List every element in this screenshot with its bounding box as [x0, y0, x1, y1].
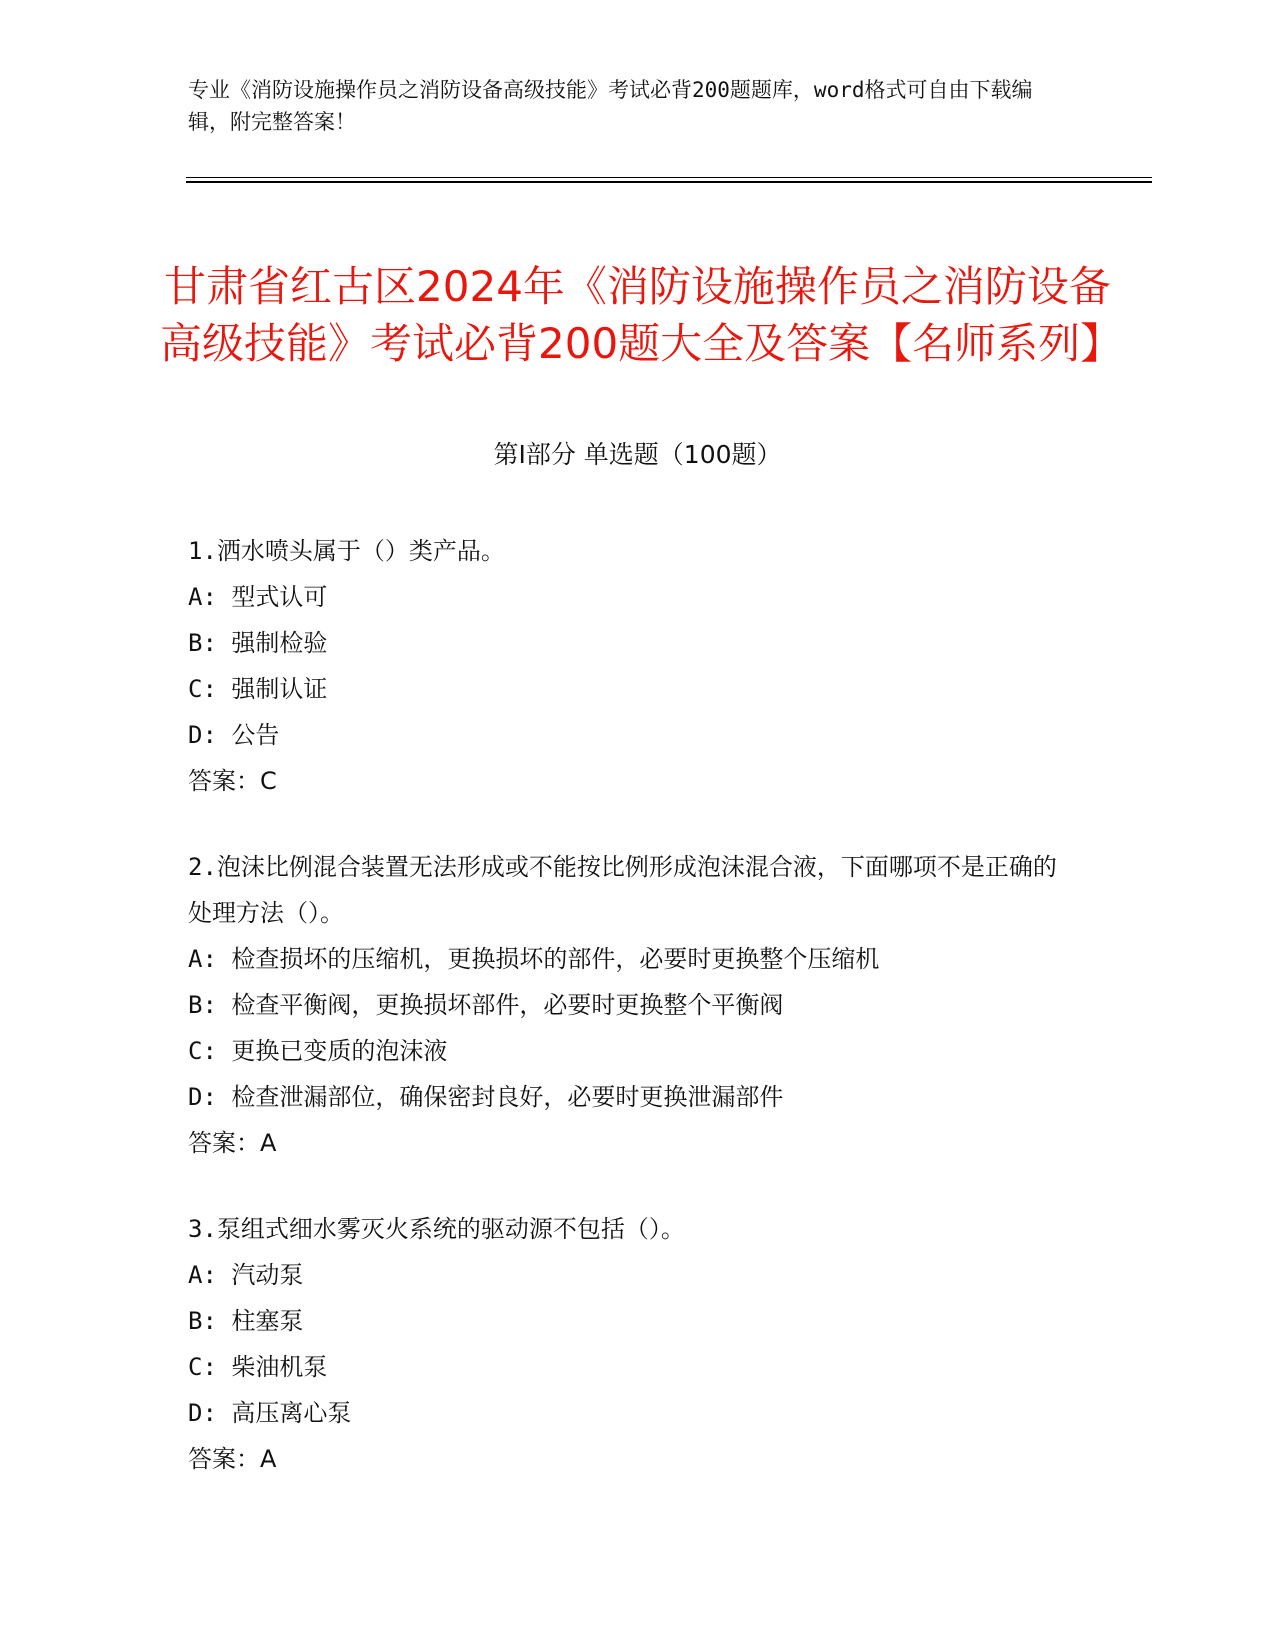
section-heading: 第I部分 单选题（100题） — [493, 440, 782, 469]
answer-line: 答案：A — [188, 1129, 277, 1157]
option-b: B: 检查平衡阀，更换损坏部件，必要时更换整个平衡阀 — [188, 991, 784, 1019]
question-stem: 2.泡沫比例混合装置无法形成或不能按比例形成泡沫混合液，下面哪项不是正确的处理方法（）。 — [188, 853, 1057, 927]
option-d: D: 公告 — [188, 721, 280, 749]
question-stem: 3.泵组式细水雾灭火系统的驱动源不包括（）。 — [188, 1215, 685, 1243]
option-a: A: 检查损坏的压缩机，更换损坏的部件，必要时更换整个压缩机 — [188, 945, 880, 973]
document-title: 甘肃省红古区2024年《消防设施操作员之消防设备高级技能》考试必背200题大全及答案【名师系列】 — [160, 262, 1123, 369]
option-b: B: 柱塞泵 — [188, 1307, 304, 1335]
option-c: C: 更换已变质的泡沫液 — [188, 1037, 448, 1065]
question-list — [188, 528, 1068, 1522]
option-c: C: 柴油机泵 — [188, 1353, 328, 1381]
option-b: B: 强制检验 — [188, 629, 328, 657]
header-divider-thick — [186, 181, 1152, 183]
answer-line: 答案：A — [188, 1445, 277, 1473]
option-a: A: 汽动泵 — [188, 1261, 304, 1289]
header-divider-thin — [186, 177, 1152, 178]
question-1 — [188, 528, 1068, 804]
option-d: D: 检查泄漏部位，确保密封良好，必要时更换泄漏部件 — [188, 1083, 784, 1111]
option-c: C: 强制认证 — [188, 675, 328, 703]
option-a: A: 型式认可 — [188, 583, 328, 611]
question-stem: 1.洒水喷头属于（）类产品。 — [188, 537, 505, 565]
answer-line: 答案：C — [188, 767, 277, 795]
question-2 — [188, 844, 1068, 1166]
header-note: 专业《消防设施操作员之消防设备高级技能》考试必背200题题库，word格式可自由下载编辑，附完整答案！ — [188, 78, 1033, 134]
question-3 — [188, 1206, 1068, 1482]
option-d: D: 高压离心泵 — [188, 1399, 352, 1427]
